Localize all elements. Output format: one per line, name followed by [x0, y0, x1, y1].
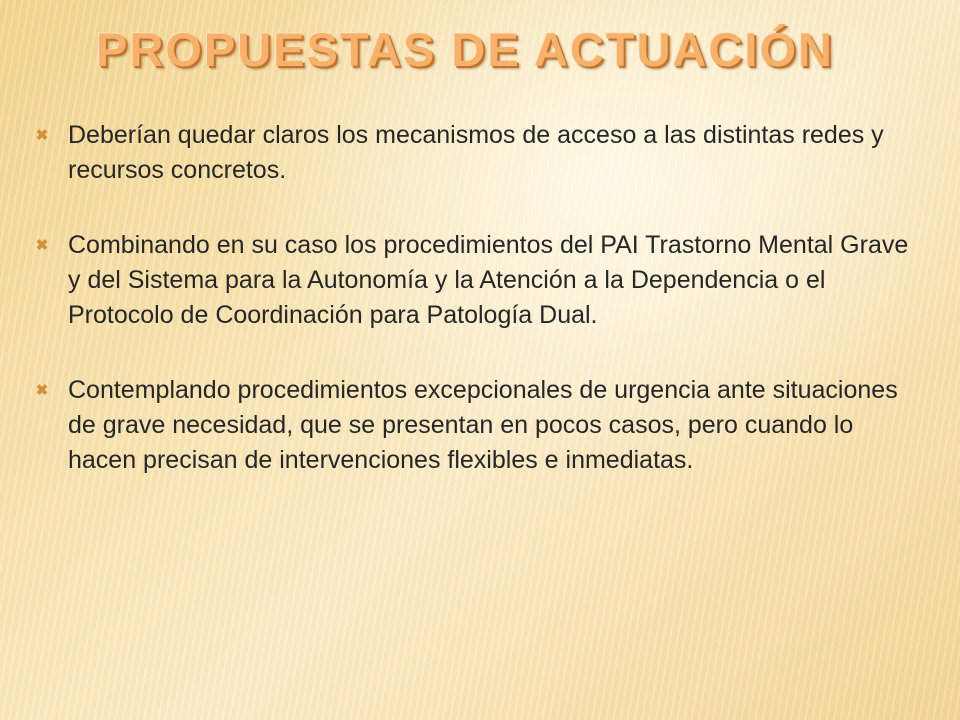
x-bullet-icon: ✖ — [35, 127, 49, 144]
bullet-text: Contemplando procedimientos excepcionales de urgencia ante situaciones de grave necesidad, que se presentan en pocos casos, pero cuando lo hacen precisan de intervenciones flexibles e inmediatas. — [68, 376, 898, 474]
bullet-text: Deberían quedar claros los mecanismos de acceso a las distintas redes y recursos concretos. — [68, 121, 884, 184]
bullet-text: Combinando en su caso los procedimientos del PAI Trastorno Mental Grave y del Sistema para la Autonomía y la Atención a la Dependencia o el Protocolo de Coordinación para Patología Dual. — [68, 231, 909, 329]
bullet-list — [32, 118, 912, 478]
bullet-item — [32, 373, 912, 478]
x-bullet-icon: ✖ — [35, 382, 49, 399]
bullet-item — [32, 228, 912, 333]
x-bullet-icon: ✖ — [35, 237, 49, 254]
bullet-item — [32, 118, 912, 188]
slide-title: PROPUESTAS DE ACTUACIÓN — [96, 23, 834, 76]
